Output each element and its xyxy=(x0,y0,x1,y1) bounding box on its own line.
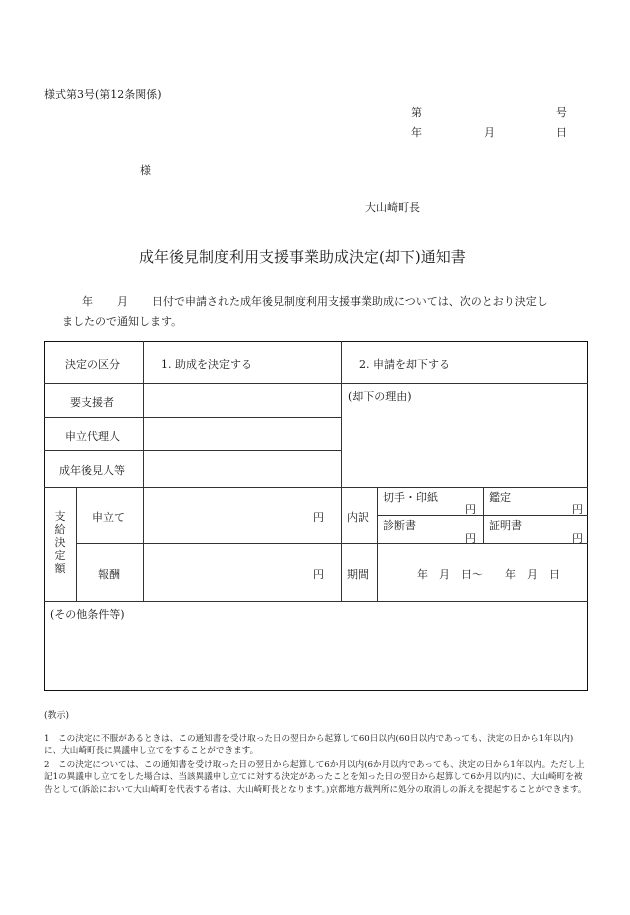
reject-reason-label: (却下の理由) xyxy=(348,390,412,403)
row-label-petition-agent: 申立代理人 xyxy=(65,430,120,443)
payment-amount-label: 支 給 決 定 額 xyxy=(54,510,66,575)
row-label-supported-person: 要支援者 xyxy=(70,396,114,409)
period-label: 期間 xyxy=(347,568,369,581)
breakdown-label: 内訳 xyxy=(347,511,369,524)
appraisal-label: 鑑定 xyxy=(489,491,511,504)
intro-line-1: 日付で申請された成年後見制度利用支援事業助成については、次のとおり決定し xyxy=(152,295,548,308)
diagnosis-label: 診断書 xyxy=(383,519,416,532)
intro-month: 月 xyxy=(117,295,128,308)
column-line xyxy=(483,487,484,543)
fee-label: 報酬 xyxy=(98,568,120,581)
date-day: 日 xyxy=(556,126,567,139)
date-month: 月 xyxy=(484,126,495,139)
date-year: 年 xyxy=(411,126,422,139)
row-label-guardian: 成年後見人等 xyxy=(59,464,125,477)
form-number: 様式第3号(第12条関係) xyxy=(44,88,162,101)
fee-yen: 円 xyxy=(313,568,324,581)
column-line xyxy=(143,341,144,601)
notes-heading: (教示) xyxy=(44,711,70,721)
other-conditions-label: (その他条件等) xyxy=(50,608,125,621)
appraisal-yen: 円 xyxy=(572,503,583,516)
intro-year: 年 xyxy=(82,295,93,308)
row-line xyxy=(76,543,588,544)
certificate-label: 証明書 xyxy=(489,519,522,532)
period-text: 年 月 日〜 年 月 日 xyxy=(417,568,560,581)
filing-label: 申立て xyxy=(92,511,125,524)
filing-yen: 円 xyxy=(313,511,324,524)
certificate-yen: 円 xyxy=(572,532,583,545)
column-line xyxy=(76,487,77,601)
doc-number-prefix: 第 xyxy=(411,106,422,119)
decision-label: 決定の区分 xyxy=(65,358,120,371)
column-line xyxy=(377,487,378,601)
row-line xyxy=(44,450,341,451)
option-approve: 1. 助成を決定する xyxy=(161,358,252,371)
doc-number-suffix: 号 xyxy=(556,106,567,119)
row-line xyxy=(44,417,341,418)
row-line xyxy=(44,601,588,602)
note-2: 2 この決定については、この通知書を受け取った日の翌日から起算して6か月以内(6か月以内であっても、決定の日から1年以内。ただし上記1の異議申し立てをした場合は、当該異議申し立てに対する決定があったことを知った日の翌日から起算して6か月以内)に、大山崎町を被告として(訴訟において大山崎町を代表する者は、大山崎町長となります。)京都地方裁判所に処分の取消しの訴えを提起することができます。 xyxy=(44,760,587,795)
row-line xyxy=(44,383,588,384)
note-1: 1 この決定に不服があるときは、この通知書を受け取った日の翌日から起算して60日以内(60日以内であっても、決定の日から1年以内)に、大山崎町長に異議申し立てをすることができます。 xyxy=(44,734,574,757)
stamps-label: 切手・印紙 xyxy=(383,491,438,504)
column-line xyxy=(341,341,342,601)
row-line xyxy=(44,487,588,488)
stamps-yen: 円 xyxy=(465,503,476,516)
document-title: 成年後見制度利用支援事業助成決定(却下)通知書 xyxy=(139,248,466,266)
intro-line-2: ましたので通知します。 xyxy=(62,315,183,328)
diagnosis-yen: 円 xyxy=(465,532,476,545)
option-reject: 2. 申請を却下する xyxy=(359,358,450,371)
issuer: 大山崎町長 xyxy=(365,201,420,214)
recipient-suffix: 様 xyxy=(140,164,151,177)
